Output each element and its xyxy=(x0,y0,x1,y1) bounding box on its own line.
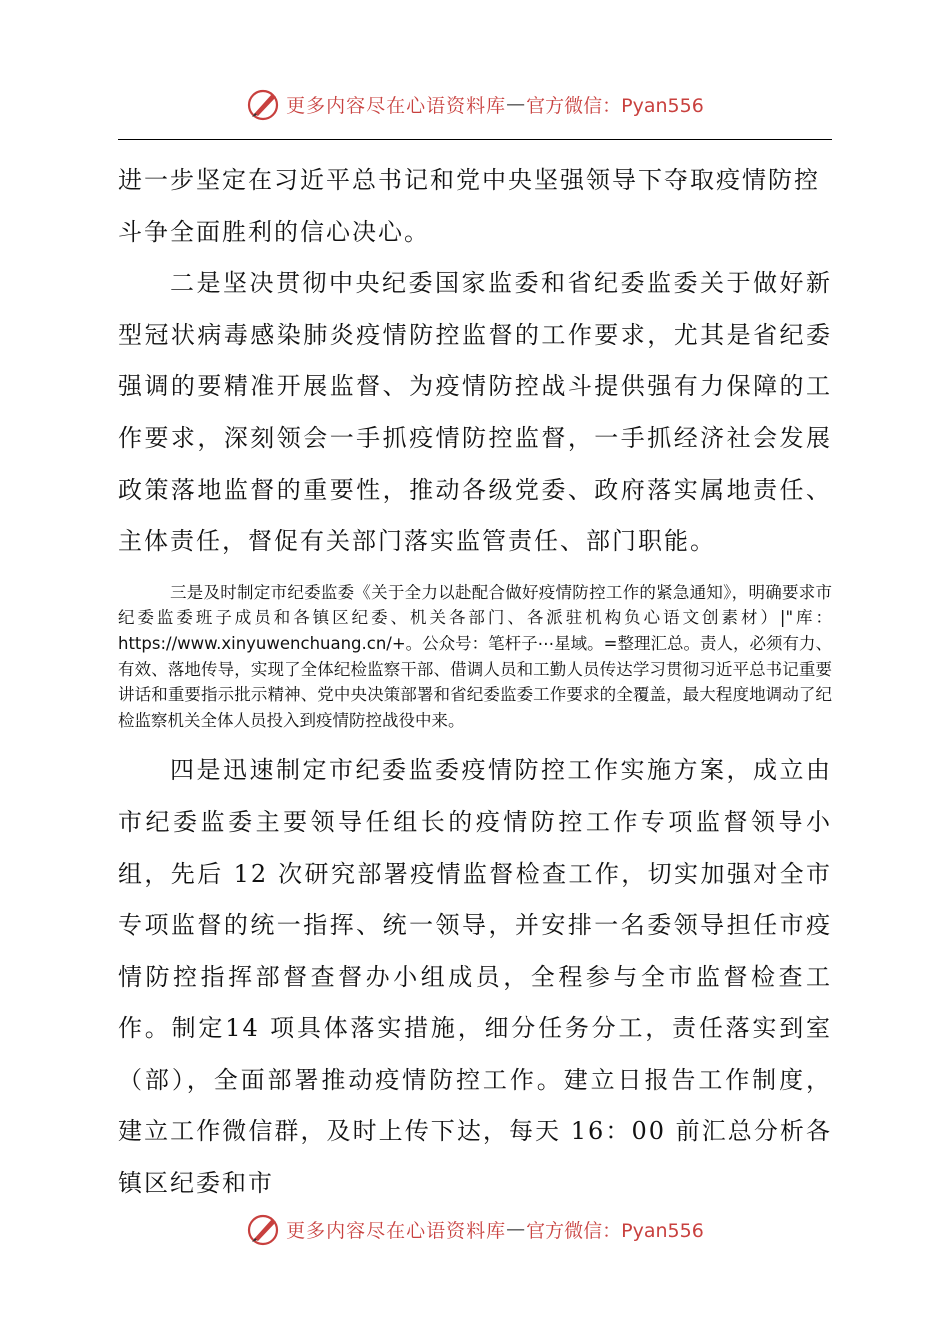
text-line: 作要求，深刻领会一手抓疫情防控监督，一手抓经济社会发展 xyxy=(118,423,832,452)
text-line: 二是坚决贯彻中央纪委国家监委和省纪委监委关于做好新 xyxy=(170,269,832,298)
footer-banner xyxy=(0,1207,950,1251)
footer-separator: — xyxy=(506,1218,527,1240)
paragraph-4 xyxy=(118,745,832,1209)
text-line: 监委工作要求的全覆盖，最大程度地调动了纪检监察机关全体人员投入到疫情防控战 xyxy=(118,685,833,730)
text-line: 明确要求市纪委监委班子成员和各镇区纪委、机关各部门、各派驻机构负心语文创素 xyxy=(118,582,833,628)
text-line: 三是及时制定市纪委监委《关于全力以赴配合做好疫情防控工作的紧急通知》， xyxy=(170,582,749,602)
text-line: 四是迅速制定市纪委监委疫情防控工作实施方案，成立由 xyxy=(170,756,832,785)
text-line: 进一步坚定在习近平总书记和党中央坚强领导下夺取疫情防控 xyxy=(118,166,820,194)
text-line: 信群，及时上传下达，每天 16：00 前汇总分析各镇区纪委和市 xyxy=(118,1117,833,1198)
text-line: 役中来。 xyxy=(398,710,465,730)
text-line: 先后 12 次研究部署疫情监督检查工作，切实加强对全市专项监 xyxy=(118,859,833,940)
footer-wechat-text: 官方微信：Pyan556 xyxy=(526,1219,704,1242)
document-body xyxy=(118,155,832,1210)
text-line: 斗争全面胜利的信心决心。 xyxy=(118,217,430,246)
footer-brand-text: 更多内容尽在心语资料库 xyxy=(286,1219,507,1242)
header-brand-text: 更多内容尽在心语资料库 xyxy=(286,94,507,117)
pen-circle-logo-icon xyxy=(246,86,282,122)
text-line: 督的统一指挥、统一领导，并安排一名委领导担任市疫情防控 xyxy=(118,911,833,991)
text-line: 14 项具体落实措施，细分任务分工，责任落实到室（部），全 xyxy=(118,1014,833,1094)
text-line: 型冠状病毒感染肺炎疫情防控监督的工作要求，尤其是省纪委 xyxy=(118,320,832,349)
text-line: 强调的要精准开展监督、为疫情防控战斗提供强有力保障的工 xyxy=(118,372,832,401)
header-separator: — xyxy=(506,93,527,115)
text-line: 主体责任，督促有关部门落实监管责任、部门职能。 xyxy=(118,527,716,556)
header-wechat-text: 官方微信：Pyan556 xyxy=(526,94,704,117)
header-banner xyxy=(0,82,950,126)
pen-circle-logo-icon xyxy=(246,1211,282,1247)
text-line: 材）|"库：https://www.xinyuwenchuang.cn/+。公众号：笔杆子⋯星域。=整理汇总。 xyxy=(118,608,833,653)
text-line: 责人，必须有力、有效、落地传导，实现了全体纪检监察干部、借调人员和工勤人员 xyxy=(118,633,833,679)
text-line: 市纪委监委主要领导任组长的疫情防控工作专项监督领导小组， xyxy=(118,807,832,888)
header-divider xyxy=(118,139,832,140)
paragraph-1 xyxy=(118,155,832,258)
text-line: 面部署推动疫情防控工作。建立日报告工作制度，建立工作微 xyxy=(118,1065,833,1146)
paragraph-3-small xyxy=(118,580,832,734)
text-line: 政策落地监督的重要性，推动各级党委、政府落实属地责任、 xyxy=(118,475,832,504)
text-line: 指挥部督查督办小组成员，全程参与全市监督检查工作。制定 xyxy=(118,962,833,1043)
text-line: 传达学习贯彻习近平总书记重要讲话和重要指示批示精神、党中央决策部署和省纪委 xyxy=(118,659,833,705)
paragraph-2 xyxy=(118,258,832,568)
